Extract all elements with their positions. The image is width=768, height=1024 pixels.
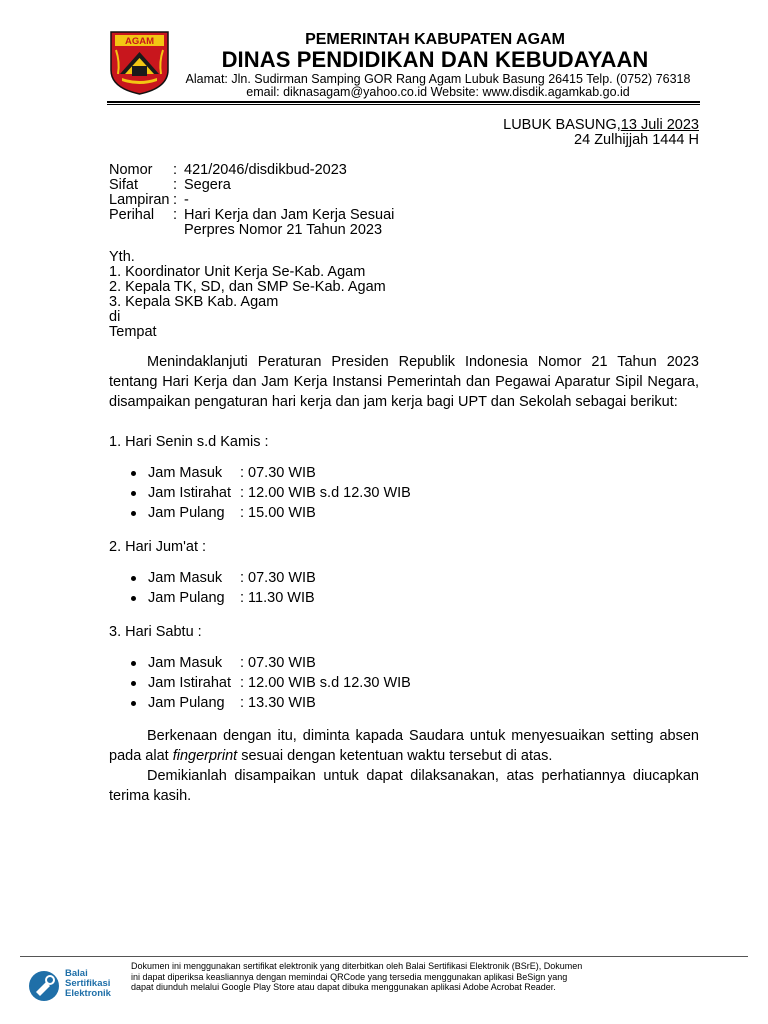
perihal-label: Perihal [109, 207, 155, 223]
perihal-value-line1: Hari Kerja dan Jam Kerja Sesuai [184, 207, 395, 223]
dateline [503, 118, 699, 148]
item-value: : 15.00 WIB [240, 505, 316, 521]
list-item [131, 503, 411, 523]
lampiran-colon: : [173, 192, 178, 208]
section-3-list [131, 653, 411, 713]
item-value: : 12.00 WIB s.d 12.30 WIB [240, 485, 411, 501]
item-label: Jam Pulang [148, 505, 225, 521]
nomor-label: Nomor [109, 162, 153, 178]
closing-1-text-b: sesuai dengan ketentuan waktu tersebut di atas. [237, 748, 553, 764]
date-place: LUBUK BASUNG, [503, 117, 621, 133]
item-label: Jam Istirahat [148, 485, 231, 501]
list-item [131, 673, 411, 693]
list-item [131, 463, 411, 483]
sifat-value: Segera [184, 177, 231, 193]
item-value: : 13.30 WIB [240, 695, 316, 711]
item-label: Jam Masuk [148, 655, 223, 671]
bullet-icon [131, 576, 136, 581]
list-item [131, 483, 411, 503]
bsre-logo-icon [26, 968, 66, 1004]
item-value: : 11.30 WIB [240, 590, 315, 606]
list-item [131, 693, 411, 713]
item-value: : 07.30 WIB [240, 570, 316, 586]
bullet-icon [131, 661, 136, 666]
recipient-tempat: Tempat [109, 324, 157, 340]
recipient-line-2: 2. Kepala TK, SD, dan SMP Se-Kab. Agam [109, 279, 386, 295]
item-value: : 12.00 WIB s.d 12.30 WIB [240, 675, 411, 691]
lampiran-label: Lampiran [109, 192, 170, 208]
closing-1-text-a: Berkenaan dengan itu, diminta kapada Saudara untuk menyesuaikan setting absen pada alat [109, 728, 699, 764]
sifat-label: Sifat [109, 177, 139, 193]
section-2-list [131, 568, 316, 608]
office-contact: email: diknasagam@yahoo.co.id Website: www.disdik.agamkab.go.id [246, 85, 630, 99]
item-label: Jam Pulang [148, 590, 225, 606]
bullet-icon [131, 701, 136, 706]
nomor-value: 421/2046/disdikbud-2023 [184, 162, 347, 178]
section-2-heading: 2. Hari Jum'at : [109, 539, 207, 555]
letterhead-divider-thin [107, 104, 700, 105]
item-label: Jam Masuk [148, 570, 223, 586]
letterhead-divider-thick [107, 101, 700, 103]
closing-paragraph-1 [109, 726, 699, 766]
item-label: Jam Masuk [148, 465, 223, 481]
bullet-icon [131, 491, 136, 496]
list-item [131, 653, 411, 673]
footer-divider [20, 956, 748, 957]
item-value: : 07.30 WIB [240, 465, 316, 481]
perihal-colon: : [173, 207, 178, 223]
recipient-salutation: Yth. [109, 249, 135, 265]
bsre-wordmark [65, 969, 111, 999]
list-item [131, 588, 316, 608]
date-hijri: 24 Zulhijjah 1444 H [574, 132, 699, 148]
section-3-heading: 3. Hari Sabtu : [109, 624, 202, 640]
emblem-label: AGAM [124, 36, 155, 47]
sifat-colon: : [173, 177, 178, 193]
nomor-colon: : [173, 162, 178, 178]
letter-meta [109, 163, 394, 238]
perihal-value-line2: Perpres Nomor 21 Tahun 2023 [184, 222, 383, 238]
recipient-line-1: 1. Koordinator Unit Kerja Se-Kab. Agam [109, 264, 366, 280]
recipient-block [109, 250, 386, 340]
intro-paragraph: Menindaklanjuti Peraturan Presiden Republik Indonesia Nomor 21 Tahun 2023 tentang Hari Kerja dan Jam Kerja Instansi Pemerintah dan Pegawai Aparatur Sipil Negara, disampaikan pengaturan hari kerja dan jam kerja bagi UPT dan Sekolah sebagai berikut: [109, 354, 699, 410]
government-title: PEMERINTAH KABUPATEN AGAM [305, 31, 565, 48]
e-signature-disclaimer: Dokumen ini menggunakan sertifikat elektronik yang diterbitkan oleh Balai Sertifikasi Elektronik (BSrE), Dokumen ini dapat diperiksa keasliannya dengan memindai QRCode yang tersedia menggunakan aplikasi BeSign yang dapat diunduh melalui Google Play Store atau dapat dibuka menggunakan aplikasi Adobe Acrobat Reader. [131, 961, 583, 992]
list-item [131, 568, 316, 588]
closing-1-emphasis: fingerprint [172, 748, 238, 764]
item-value: : 07.30 WIB [240, 655, 316, 671]
bullet-icon [131, 511, 136, 516]
agam-regency-emblem [108, 30, 171, 96]
section-1-heading: 1. Hari Senin s.d Kamis : [109, 434, 269, 450]
item-label: Jam Istirahat [148, 675, 231, 691]
recipient-line-3: 3. Kepala SKB Kab. Agam [109, 294, 279, 310]
section-1-list [131, 463, 411, 523]
item-label: Jam Pulang [148, 695, 225, 711]
bullet-icon [131, 681, 136, 686]
bsre-line-3: Elektronik [65, 988, 111, 999]
closing-paragraph-2: Demikianlah disampaikan untuk dapat dilaksanakan, atas perhatiannya diucapkan terima kasih. [109, 768, 699, 804]
department-title: DINAS PENDIDIKAN DAN KEBUDAYAAN [221, 47, 649, 72]
office-address: Alamat: Jln. Sudirman Samping GOR Rang Agam Lubuk Basung 26415 Telp. (0752) 76318 [185, 72, 691, 86]
recipient-di: di [109, 309, 121, 325]
bsre-line-2: Sertifikasi [65, 978, 111, 989]
lampiran-value: - [184, 192, 189, 208]
bullet-icon [131, 471, 136, 476]
bullet-icon [131, 596, 136, 601]
bsre-line-1: Balai [65, 968, 88, 979]
date-gregorian: 13 Juli 2023 [620, 117, 699, 133]
